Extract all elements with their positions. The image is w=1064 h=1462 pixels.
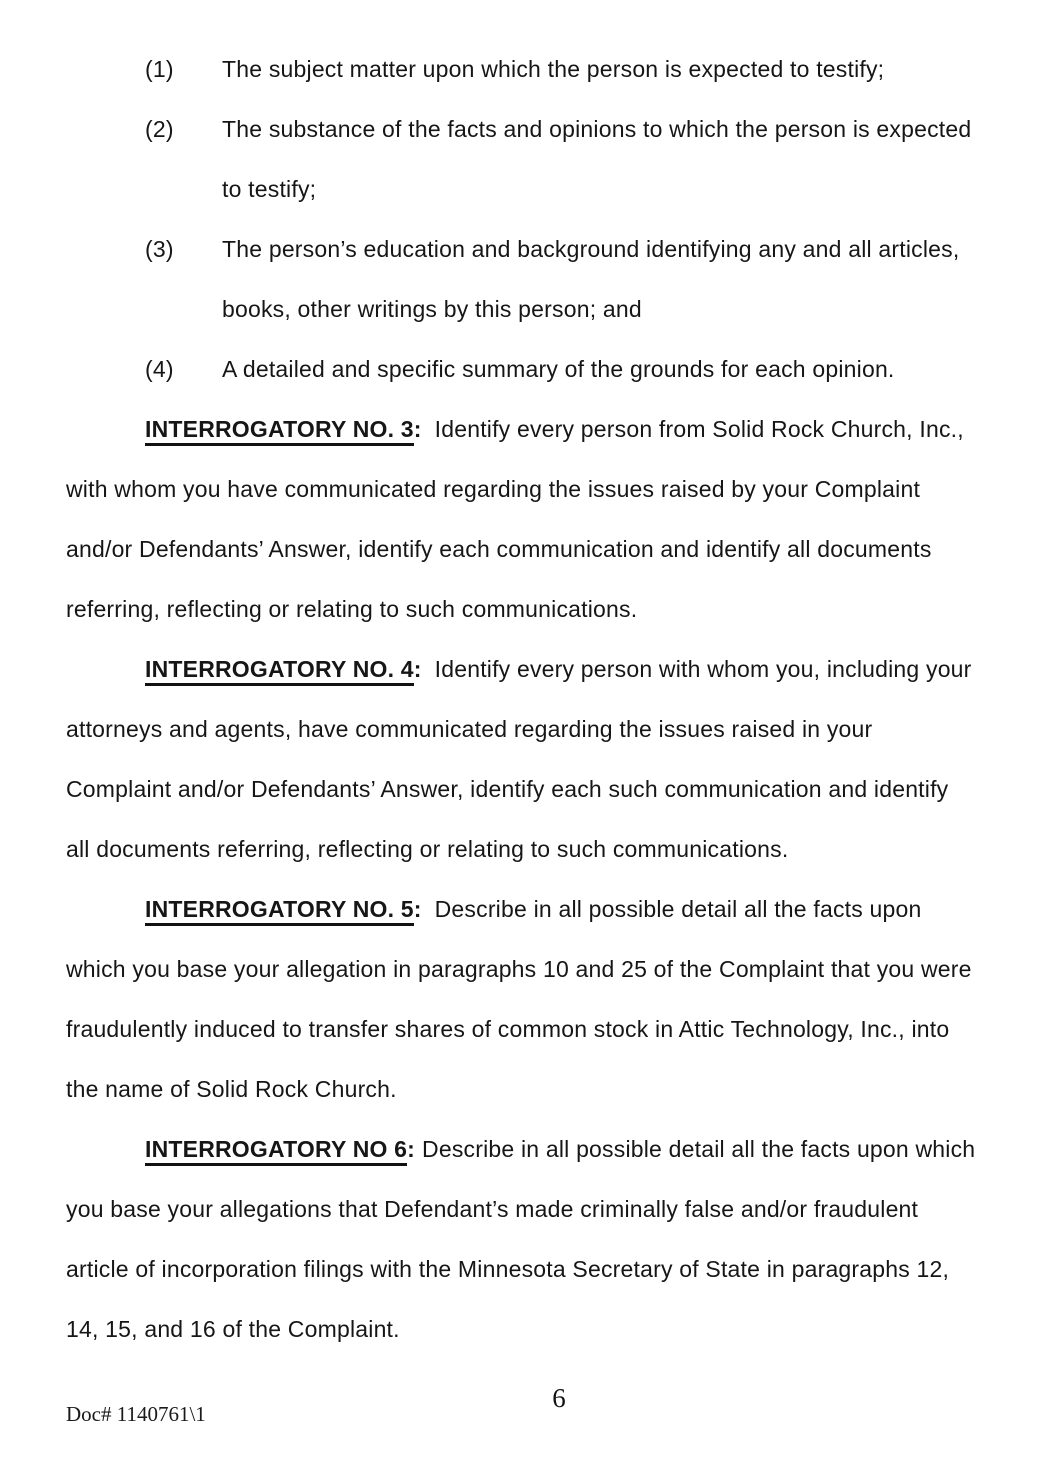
list-item-text: The subject matter upon which the person is expected to testify; (222, 56, 885, 82)
interrogatory-heading-line (66, 1119, 1042, 1179)
interrogatory-text-line: you base your allegations that Defendant’s made criminally false and/or fraudulent (66, 1196, 919, 1222)
interrogatory-text-line: 14, 15, and 16 of the Complaint. (66, 1316, 400, 1342)
list-item-number: (3) (145, 236, 174, 262)
interrogatory-text-line: attorneys and agents, have communicated regarding the issues raised in your (66, 716, 873, 742)
list-item-text: The person’s education and background identifying any and all articles, (222, 236, 960, 262)
interrogatory-label: INTERROGATORY NO 6 (145, 1136, 407, 1166)
interrogatory-text-line: which you base your allegation in paragraphs 10 and 25 of the Complaint that you were (66, 956, 972, 982)
interrogatory-heading-line (66, 879, 1042, 939)
list-item-number: (4) (145, 356, 174, 382)
interrogatory-label: INTERROGATORY NO. 4 (145, 656, 414, 686)
interrogatory-text: Identify every person from Solid Rock Church, Inc., (434, 416, 964, 442)
list-item (66, 99, 1042, 159)
list-item-text: books, other writings by this person; and (222, 296, 642, 322)
interrogatory-text-line: the name of Solid Rock Church. (66, 1076, 397, 1102)
interrogatory-label: INTERROGATORY NO. 3 (145, 416, 414, 446)
interrogatory-colon: : (413, 416, 422, 442)
interrogatory-colon: : (407, 1136, 416, 1162)
interrogatory-colon: : (413, 896, 422, 922)
interrogatory-label: INTERROGATORY NO. 5 (145, 896, 414, 926)
interrogatory-text-line: all documents referring, reflecting or relating to such communications. (66, 836, 789, 862)
list-item (66, 339, 1042, 399)
interrogatory-text: Describe in all possible detail all the facts upon which (422, 1136, 976, 1162)
interrogatory-text-line: fraudulently induced to transfer shares of common stock in Attic Technology, Inc., into (66, 1016, 950, 1042)
interrogatory-heading-line (66, 399, 1042, 459)
page-number: 6 (552, 1383, 566, 1413)
interrogatory-heading-line (66, 639, 1042, 699)
list-item-text: to testify; (222, 176, 317, 202)
interrogatory-text: Identify every person with whom you, including your (434, 656, 972, 682)
list-item (66, 39, 1042, 99)
list-item (66, 219, 1042, 279)
interrogatory-text: Describe in all possible detail all the facts upon (434, 896, 922, 922)
interrogatory-text-line: referring, reflecting or relating to such communications. (66, 596, 638, 622)
list-item-text: The substance of the facts and opinions to which the person is expected (222, 116, 972, 142)
list-item-text: A detailed and specific summary of the grounds for each opinion. (222, 356, 895, 382)
document-body (66, 39, 1042, 1359)
interrogatory-colon: : (413, 656, 422, 682)
list-item-number: (2) (145, 116, 174, 142)
interrogatory-text-line: with whom you have communicated regarding the issues raised by your Complaint (66, 476, 921, 502)
doc-number: Doc# 1140761\1 (66, 1402, 206, 1426)
interrogatory-text-line: article of incorporation filings with the Minnesota Secretary of State in paragraphs 12, (66, 1256, 950, 1282)
interrogatory-text-line: and/or Defendants’ Answer, identify each communication and identify all documents (66, 536, 932, 562)
interrogatory-text-line: Complaint and/or Defendants’ Answer, identify each such communication and identify (66, 776, 949, 802)
list-item-number: (1) (145, 56, 174, 82)
